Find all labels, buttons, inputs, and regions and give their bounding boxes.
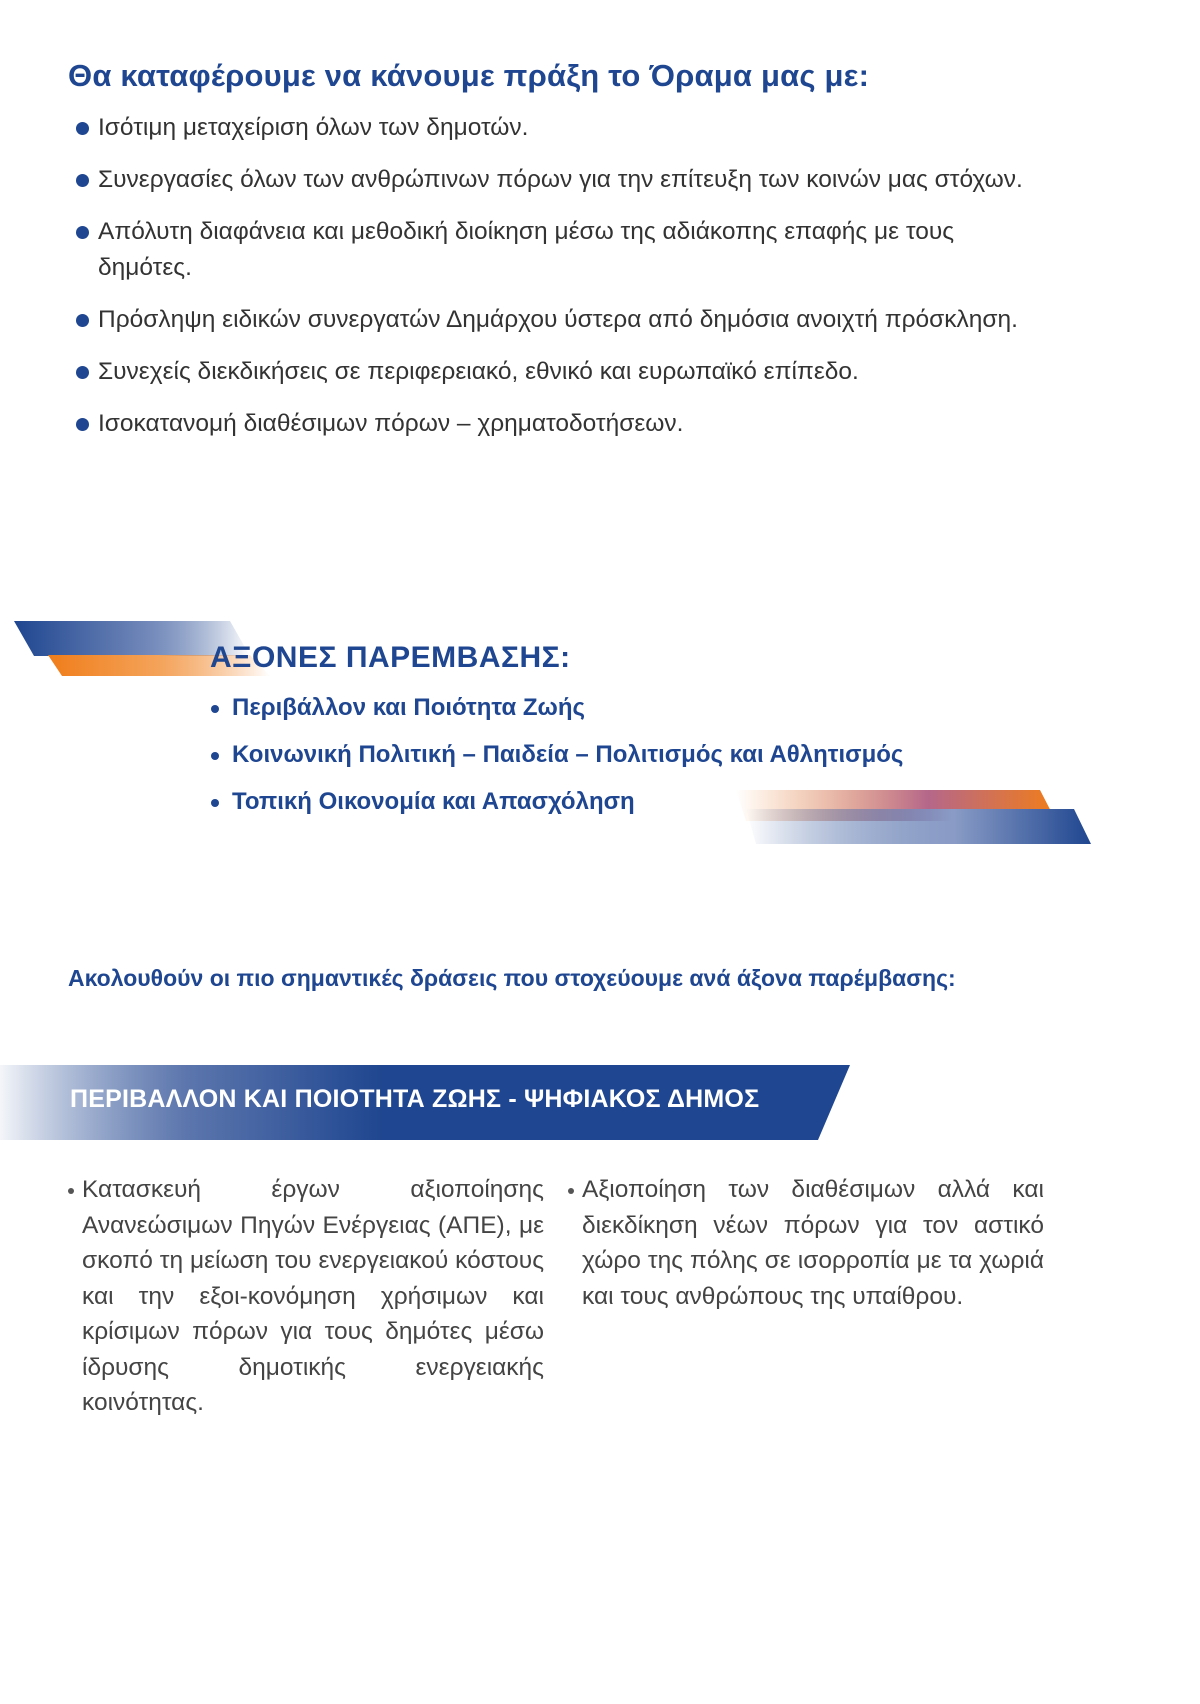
bullet-icon bbox=[68, 1188, 74, 1194]
axis-item bbox=[208, 737, 903, 784]
intro-paragraph: Ακολουθούν οι πιο σημαντικές δράσεις που στοχεύουμε ανά άξονα παρέμβασης: bbox=[68, 965, 956, 991]
actions-column-right bbox=[566, 1172, 1044, 1314]
bullet-icon bbox=[211, 705, 219, 713]
vision-heading: Θα καταφέρουμε να κάνουμε πράξη το Όραμα μας με: bbox=[68, 58, 870, 93]
axis-item-text: Τοπική Οικονομία και Απασχόληση bbox=[232, 788, 635, 815]
axis-item-text: Κοινωνική Πολιτική – Παιδεία – Πολιτισμός και Αθλητισμός bbox=[232, 741, 904, 768]
action-item-text: Αξιοποίηση των διαθέσιμων αλλά και διεκδίκηση νέων πόρων για τον αστικό χώρο της πόλης σε ισορροπία με τα χωριά και τους ανθρώπους της υπαίθρου. bbox=[582, 1176, 1044, 1310]
action-item bbox=[66, 1172, 544, 1421]
bullet-icon bbox=[211, 799, 219, 807]
axes-heading: ΑΞΟΝΕΣ ΠΑΡΕΜΒΑΣΗΣ: bbox=[210, 641, 571, 674]
vision-item-text: Συνεχείς διεκδικήσεις σε περιφερειακό, εθνικό και ευρωπαϊκό επίπεδο. bbox=[98, 358, 859, 385]
bullet-icon bbox=[211, 752, 219, 760]
bullet-icon bbox=[568, 1188, 574, 1194]
actions-column-left bbox=[66, 1172, 544, 1421]
axis-item bbox=[208, 784, 903, 831]
section-heading: ΠΕΡΙΒΑΛΛΟΝ ΚΑΙ ΠΟΙΟΤΗΤΑ ΖΩΗΣ - ΨΗΦΙΑΚΟΣ ΔΗΜΟΣ bbox=[70, 1085, 760, 1113]
action-item-text: Κατασκευή έργων αξιοποίησης Ανανεώσιμων Πηγών Ενέργειας (ΑΠΕ), με σκοπό τη μείωση του ενεργειακού κόστους και την εξοι-κονόμηση χρήσιμων και κρίσιμων πόρων για τους δημότες μέσω ίδρυσης δημοτικής ενεργειακής κοινότητας. bbox=[82, 1176, 544, 1416]
axes-list bbox=[208, 690, 903, 831]
axis-item-text: Περιβάλλον και Ποιότητα Ζωής bbox=[232, 694, 585, 721]
vision-item-text: Ισότιμη μεταχείριση όλων των δημοτών. bbox=[98, 114, 529, 141]
vision-item-text: Απόλυτη διαφάνεια και μεθοδική διοίκηση μέσω της αδιάκοπης επαφής με τους δημότες. bbox=[98, 218, 955, 281]
axis-item bbox=[208, 690, 903, 737]
vision-item-text: Ισοκατανομή διαθέσιμων πόρων – χρηματοδοτήσεων. bbox=[98, 410, 684, 437]
vision-item-text: Πρόσληψη ειδικών συνεργατών Δημάρχου ύστερα από δημόσια ανοιχτή πρόσκληση. bbox=[98, 306, 1018, 333]
action-item bbox=[566, 1172, 1044, 1314]
vision-item-text: Συνεργασίες όλων των ανθρώπινων πόρων για την επίτευξη των κοινών μας στόχων. bbox=[98, 166, 1023, 193]
